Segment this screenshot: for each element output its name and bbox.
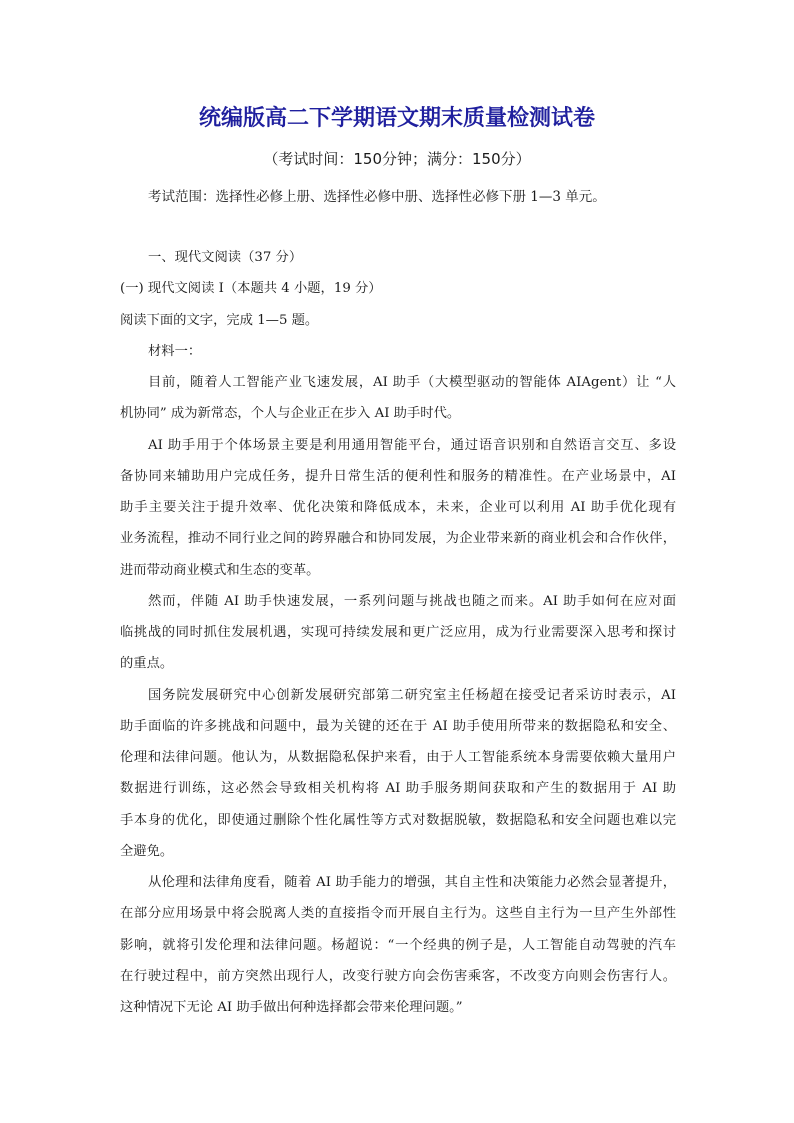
exam-scope: 考试范围：选择性必修上册、选择性必修中册、选择性必修下册 1—3 单元。 — [148, 189, 606, 205]
paragraph-5 — [120, 867, 676, 1023]
paragraph-3 — [120, 586, 676, 680]
document-title: 统编版高二下学期语文期末质量检测试卷 — [198, 106, 595, 131]
paragraph-line: 的重点。 — [120, 656, 174, 672]
section-modern-reading — [120, 242, 676, 1023]
paragraph-line: 从伦理和法律角度看，随着 AI 助手能力的增强，其自主性和决策能力必然会显著提升， — [148, 875, 676, 890]
section-heading: 一、现代文阅读（37 分） — [148, 250, 303, 265]
material-label: 材料一： — [148, 343, 202, 359]
reading-instruction: 阅读下面的文字，完成 1—5 题。 — [120, 312, 319, 328]
paragraph-line: AI 助手用于个体场景主要是利用通用智能平台，通过语音识别和自然语言交互、多设 — [148, 437, 676, 453]
paragraph-line: 伦理和法律问题。他认为，从数据隐私保护来看，由于人工智能系统本身需要依赖大量用户 — [120, 750, 676, 765]
paragraph-line: 助手主要关注于提升效率、优化决策和降低成本，未来，企业可以利用 AI 助手优化现有 — [120, 500, 676, 515]
paragraph-line: 这种情况下无论 AI 助手做出何种选择都会带来伦理问题。” — [120, 1000, 463, 1015]
paragraph-line: 数据进行训练，这必然会导致相关机构将 AI 助手服务期间获取和产生的数据用于 AI 助 — [120, 781, 676, 797]
paragraph-line: 在行驶过程中，前方突然出现行人，改变行驶方向会伤害乘客，不改变方向则会伤害行人。 — [120, 968, 676, 984]
paragraph-1 — [120, 367, 676, 430]
paragraph-line: 在部分应用场景中将会脱离人类的直接指令而开展自主行为。这些自主行为一旦产生外部性 — [120, 906, 676, 922]
paragraph-line: 进而带动商业模式和生态的变革。 — [120, 562, 320, 578]
paragraph-line: 然而，伴随 AI 助手快速发展，一系列问题与挑战也随之而来。AI 助手如何在应对面 — [148, 593, 676, 609]
subsection-heading: (一) 现代文阅读 Ⅰ（本题共 4 小题，19 分） — [120, 281, 382, 297]
exam-time-and-score: （考试时间：150分钟；满分：150分） — [263, 150, 531, 168]
paragraph-line: 助手面临的许多挑战和问题中，最为关键的还在于 AI 助手使用所带来的数据隐私和安全、 — [120, 718, 676, 734]
paragraph-line: 国务院发展研究中心创新发展研究部第二研究室主任杨超在接受记者采访时表示，AI — [148, 687, 676, 703]
paragraph-line: 手本身的优化，即使通过删除个性化属性等方式对数据脱敏，数据隐私和安全问题也难以完 — [120, 812, 676, 828]
paragraph-4 — [120, 680, 676, 868]
paragraph-line: 全避免。 — [120, 843, 174, 859]
paragraph-line: 备协同来辅助用户完成任务，提升日常生活的便利性和服务的精准性。在产业场景中，AI — [120, 468, 676, 484]
paragraph-line: 临挑战的同时抓住发展机遇，实现可持续发展和更广泛应用，成为行业需要深入思考和探讨 — [120, 625, 676, 640]
paragraph-line: 目前，随着人工智能产业飞速发展，AI 助手（大模型驱动的智能体 AIAgent）让 “人 — [148, 375, 676, 390]
paragraph-line: 影响，就将引发伦理和法律问题。杨超说：“一个经典的例子是，人工智能自动驾驶的汽车 — [120, 937, 676, 953]
paragraph-line: 业务流程，推动不同行业之间的跨界融合和协同发展，为企业带来新的商业机会和合作伙伴， — [120, 531, 676, 547]
paragraph-line: 机协同” 成为新常态，个人与企业正在步入 AI 助手时代。 — [120, 406, 461, 422]
paragraph-2 — [120, 430, 676, 586]
